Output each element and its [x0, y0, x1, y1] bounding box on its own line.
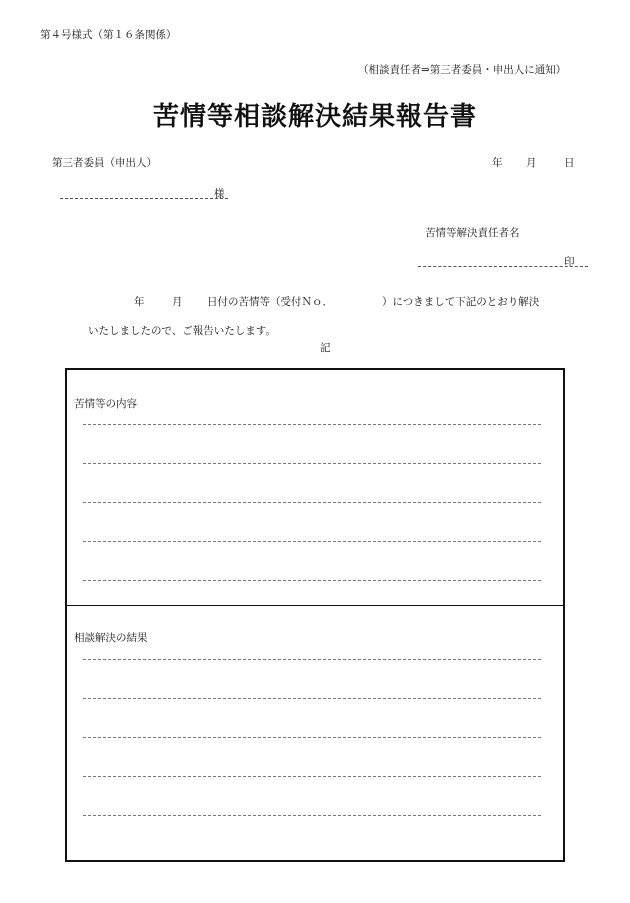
result-line[interactable]: [83, 776, 541, 777]
page-title: 苦情等相談解決結果報告書: [152, 102, 477, 132]
date-year: 年: [492, 157, 503, 169]
report-box: [65, 368, 565, 862]
body-year: 年: [134, 296, 145, 308]
content-line[interactable]: [83, 580, 541, 581]
content-line[interactable]: [83, 502, 541, 503]
ki-marker: 記: [320, 342, 331, 354]
content-section-label: 苦情等の内容: [74, 398, 137, 410]
responsible-name-line[interactable]: [418, 266, 588, 267]
body-line-2: いたしましたので、ご報告いたします。: [88, 325, 276, 337]
result-line[interactable]: [83, 815, 541, 816]
date-month: 月: [526, 157, 537, 169]
result-section-label: 相談解決の結果: [74, 632, 148, 644]
body-date-prefix: 日付の苦情等（受付Ｎｏ．: [207, 296, 333, 308]
form-number: 第４号様式（第１６条関係）: [40, 29, 177, 41]
result-line[interactable]: [83, 698, 541, 699]
body-month: 月: [172, 296, 183, 308]
seal-mark: 印: [564, 256, 575, 268]
honorific: 様: [214, 188, 225, 200]
section-divider: [67, 605, 563, 606]
content-line[interactable]: [83, 541, 541, 542]
result-line[interactable]: [83, 737, 541, 738]
routing-note: （相談責任者⇒第三者委員・申出人に通知）: [358, 64, 567, 76]
content-line[interactable]: [83, 463, 541, 464]
responsible-label: 苦情等解決責任者名: [425, 227, 520, 239]
result-line[interactable]: [83, 659, 541, 660]
content-line[interactable]: [83, 424, 541, 425]
recipient-name-line[interactable]: [60, 198, 228, 199]
body-date-suffix: ）につきまして下記のとおり解決: [382, 296, 540, 308]
recipient-label: 第三者委員（申出人）: [52, 157, 157, 169]
date-day: 日: [564, 157, 575, 169]
